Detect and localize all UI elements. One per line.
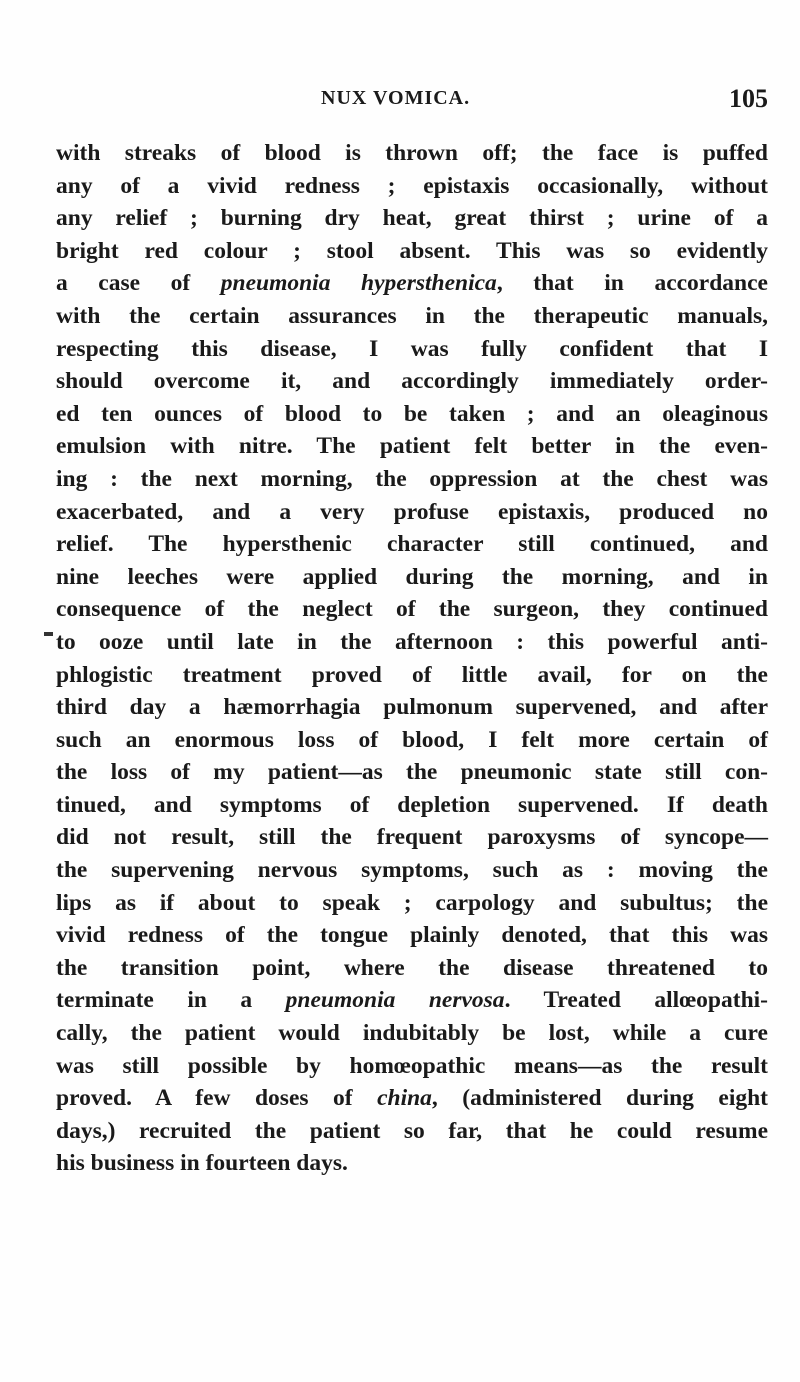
text-line [56, 496, 768, 529]
text-line [56, 137, 768, 170]
page-number: 105 [729, 84, 768, 113]
text-segment: did not result, still the frequent paroxysms of syncope— [56, 824, 768, 851]
text-segment: with the certain assurances in the therapeutic manuals, [56, 302, 768, 329]
text-segment: . Treated allœopathi- [504, 987, 769, 1014]
text-segment: proved. A few doses of [56, 1085, 378, 1112]
text-segment: any of a vivid redness ; epistaxis occasionally, without [56, 172, 768, 199]
text-line [56, 626, 768, 659]
text-line [56, 398, 768, 431]
text-line [56, 463, 768, 496]
italic-term: pneumonia nervosa [285, 987, 505, 1014]
text-segment: his business in fourteen days. [56, 1150, 348, 1177]
italic-term: pneumonia hypersthenica [220, 270, 497, 297]
text-line [56, 1082, 768, 1115]
text-line [56, 365, 768, 398]
running-head [56, 84, 768, 115]
text-line [56, 1115, 768, 1148]
running-head-title: NUX VOMICA. [321, 87, 471, 109]
italic-term: china [377, 1085, 432, 1112]
text-line [56, 724, 768, 757]
margin-dash-mark [44, 632, 53, 636]
text-segment: emulsion with nitre. The patient felt better in the even- [56, 433, 768, 460]
text-segment: bright red colour ; stool absent. This was so evidently [56, 237, 768, 264]
text-segment: days,) recruited the patient so far, that he could resume [56, 1117, 768, 1144]
text-segment: such an enormous loss of blood, I felt more certain of [56, 726, 768, 753]
text-line [56, 333, 768, 366]
text-segment: tinued, and symptoms of depletion supervened. If death [56, 791, 768, 818]
text-segment: consequence of the neglect of the surgeon, they continued [56, 596, 768, 623]
text-segment: terminate in a [56, 987, 286, 1014]
text-line [56, 528, 768, 561]
text-line [56, 202, 768, 235]
text-segment: any relief ; burning dry heat, great thirst ; urine of a [56, 205, 768, 232]
text-line [56, 267, 768, 300]
text-segment: vivid redness of the tongue plainly denoted, that this was [56, 922, 768, 949]
text-segment: lips as if about to speak ; carpology and subultus; the [56, 889, 768, 916]
text-line [56, 593, 768, 626]
text-segment: the loss of my patient—as the pneumonic state still con- [56, 759, 768, 786]
text-segment: respecting this disease, I was fully confident that I [56, 335, 768, 362]
text-line [56, 821, 768, 854]
text-segment: the supervening nervous symptoms, such as : moving the [56, 857, 768, 884]
text-segment: relief. The hypersthenic character still continued, and [56, 531, 768, 558]
text-line [56, 170, 768, 203]
text-segment: ed ten ounces of blood to be taken ; and an oleaginous [56, 400, 768, 427]
text-segment: exacerbated, and a very profuse epistaxis, produced no [56, 498, 768, 525]
text-line [56, 430, 768, 463]
text-line [56, 1050, 768, 1083]
text-line [56, 1147, 768, 1180]
text-segment: cally, the patient would indubitably be lost, while a cure [56, 1020, 768, 1047]
text-segment: a case of [56, 270, 221, 297]
text-segment: , (administered during eight [431, 1085, 769, 1112]
text-segment: with streaks of blood is thrown off; the face is puffed [56, 140, 768, 166]
text-line [56, 919, 768, 952]
text-segment: third day a hæmorrhagia pulmonum supervened, and after [56, 694, 768, 721]
text-line [56, 887, 768, 920]
text-line [56, 756, 768, 789]
text-segment: should overcome it, and accordingly immediately order- [56, 368, 768, 395]
text-segment: ing : the next morning, the oppression at the chest was [56, 465, 768, 492]
text-line [56, 854, 768, 887]
text-line [56, 952, 768, 985]
text-line [56, 789, 768, 822]
text-line [56, 659, 768, 692]
text-line [56, 1017, 768, 1050]
text-segment: the transition point, where the disease threatened to [56, 954, 768, 981]
body-paragraph [56, 137, 768, 1180]
text-segment: to ooze until late in the afternoon : this powerful anti- [56, 628, 768, 655]
text-segment: phlogistic treatment proved of little avail, for on the [56, 661, 768, 688]
text-line [56, 300, 768, 333]
text-line [56, 691, 768, 724]
text-line [56, 984, 768, 1017]
text-segment: , that in accordance [496, 270, 768, 297]
text-segment: was still possible by homœopathic means—as the result [56, 1052, 768, 1079]
text-line [56, 235, 768, 268]
text-segment: nine leeches were applied during the morning, and in [56, 563, 768, 590]
text-line [56, 561, 768, 594]
